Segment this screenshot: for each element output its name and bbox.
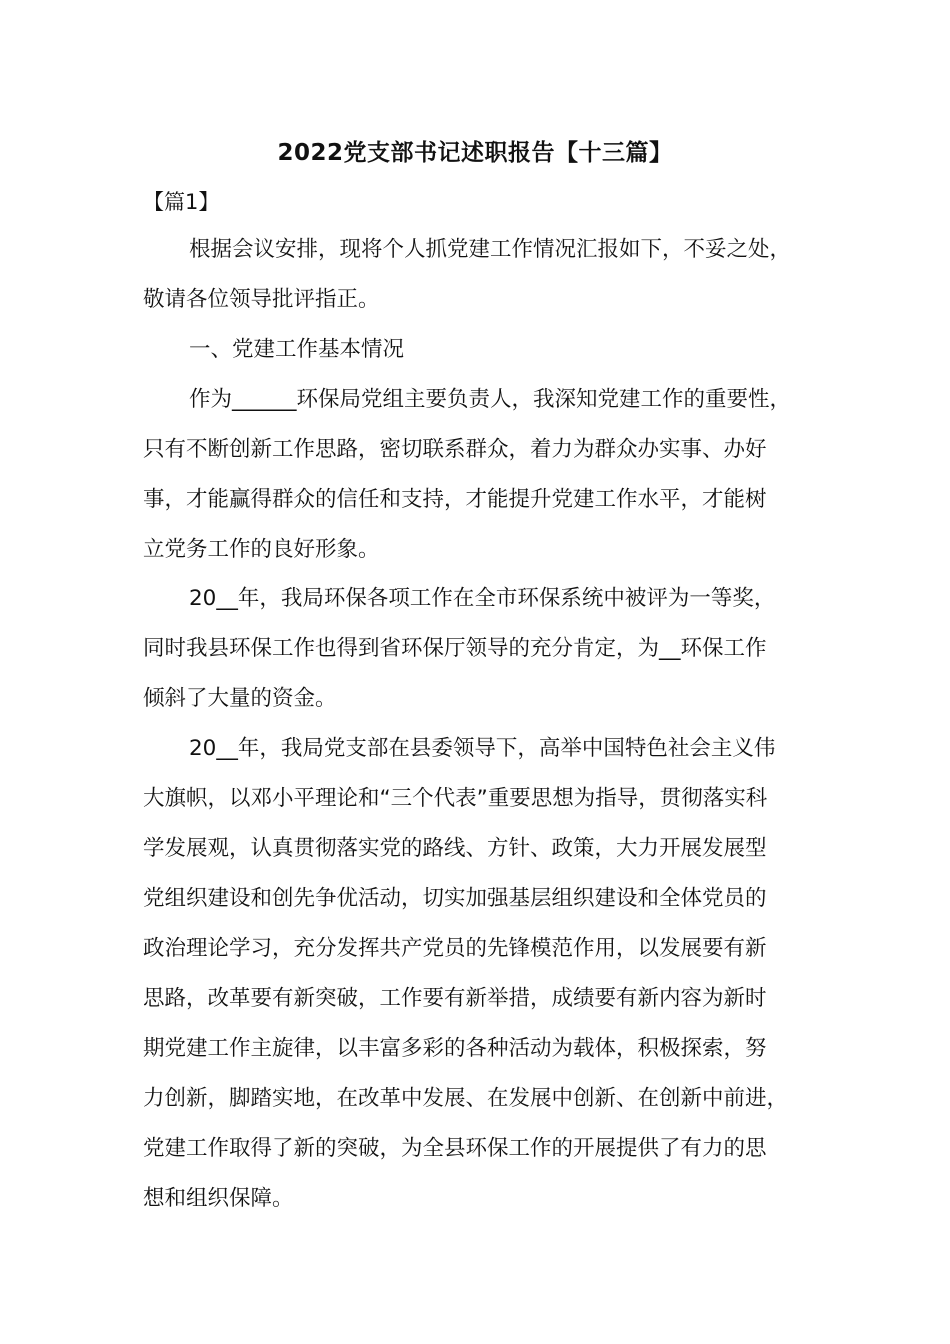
paragraph-line: 根据会议安排，现将个人抓党建工作情况汇报如下，不妥之处， xyxy=(189,237,792,262)
paragraph-line: 立党务工作的良好形象。 xyxy=(143,537,380,562)
paragraph-line: 思路，改革要有新突破，工作要有新举措，成绩要有新内容为新时 xyxy=(143,986,767,1011)
section-label: 【篇1】 xyxy=(143,190,220,214)
paragraph-award xyxy=(143,574,833,724)
paragraph-line: 20__年，我局环保各项工作在全市环保系统中被评为一等奖， xyxy=(189,586,776,611)
paragraph-line: 一、党建工作基本情况 xyxy=(189,337,405,362)
section-heading xyxy=(143,325,833,375)
paragraph-line: 想和组织保障。 xyxy=(143,1186,294,1211)
paragraph-line: 倾斜了大量的资金。 xyxy=(143,686,337,711)
paragraph-line: 党组织建设和创先争优活动，切实加强基层组织建设和全体党员的 xyxy=(143,886,767,911)
paragraph-line: 同时我县环保工作也得到省环保厅领导的充分肯定，为__环保工作 xyxy=(143,636,767,661)
paragraph-intro xyxy=(143,225,833,325)
paragraph-role xyxy=(143,375,833,575)
paragraph-line: 事，才能赢得群众的信任和支持，才能提升党建工作水平，才能树 xyxy=(143,487,767,512)
paragraph-line: 作为______环保局党组主要负责人，我深知党建工作的重要性， xyxy=(189,387,792,412)
paragraph-line: 20__年，我局党支部在县委领导下，高举中国特色社会主义伟 xyxy=(189,736,776,761)
paragraph-line: 力创新，脚踏实地，在改革中发展、在发展中创新、在创新中前进， xyxy=(143,1086,789,1111)
paragraph-line: 政治理论学习，充分发挥共产党员的先锋模范作用，以发展要有新 xyxy=(143,936,767,961)
paragraph-line: 学发展观，认真贯彻落实党的路线、方针、政策，大力开展发展型 xyxy=(143,836,767,861)
paragraph-party-branch xyxy=(143,724,833,1224)
paragraph-line: 只有不断创新工作思路，密切联系群众，着力为群众办实事、办好 xyxy=(143,437,767,462)
paragraph-line: 敬请各位领导批评指正。 xyxy=(143,287,380,312)
document-title: 2022党支部书记述职报告【十三篇】 xyxy=(277,140,673,166)
paragraph-line: 大旗帜，以邓小平理论和“三个代表”重要思想为指导，贯彻落实科 xyxy=(143,786,768,811)
paragraph-line: 期党建工作主旋律，以丰富多彩的各种活动为载体，积极探索，努 xyxy=(143,1036,767,1061)
paragraph-line: 党建工作取得了新的突破，为全县环保工作的开展提供了有力的思 xyxy=(143,1136,767,1161)
